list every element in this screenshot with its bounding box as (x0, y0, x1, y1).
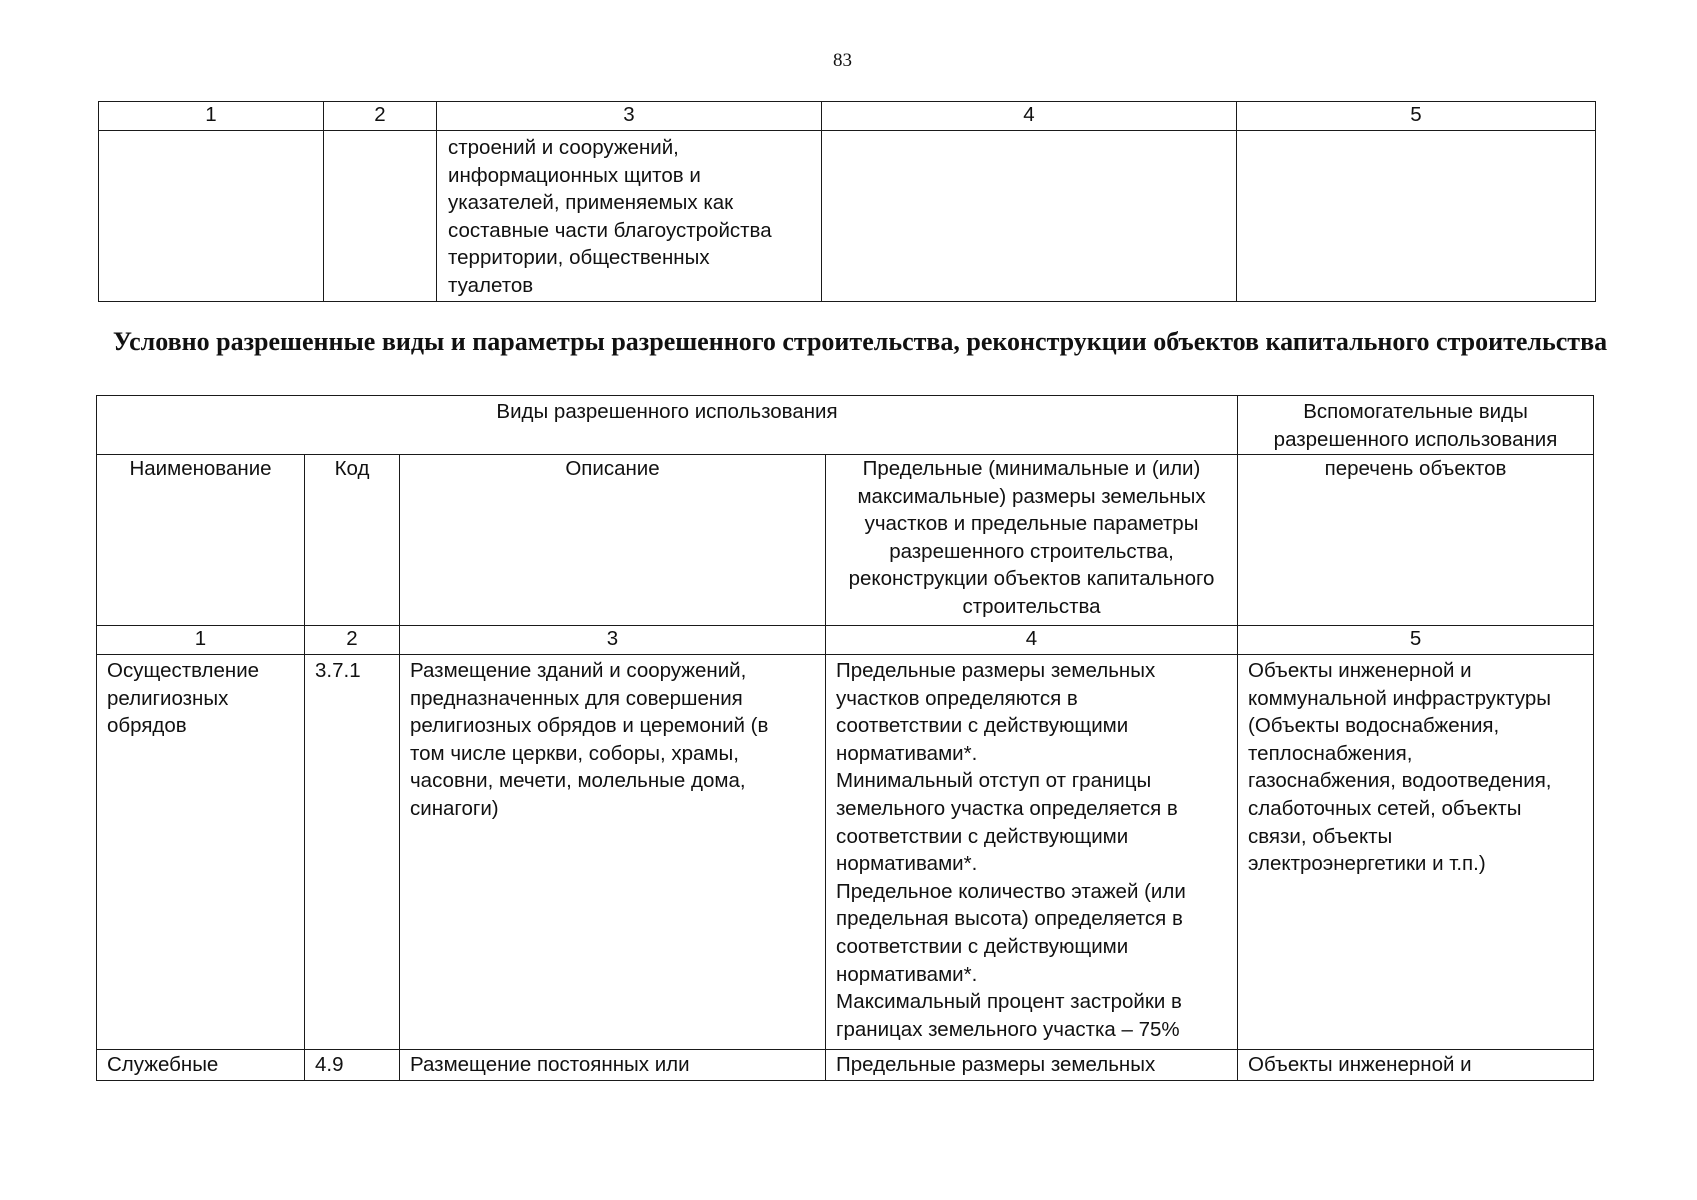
cell-description: Размещение постоянных или (400, 1050, 826, 1081)
cell-objects (1237, 131, 1596, 302)
cell-name (99, 131, 324, 302)
col-number: 3 (437, 102, 822, 131)
header-limits: Предельные (минимальные и (или) максимальные) размеры земельных участков и предельные параметры разрешенного строительства, реконструкции объектов капитального строительства (826, 455, 1238, 626)
cell-limits: Предельные размеры земельных участков определяются в соответствии с действующими нормативами*. Минимальный отступ от границы земельного участка определяется в соответствии с действующими нормативами*. Предельное количество этажей (или предельная высота) определяется в соответствии с действующими нормативами*. Максимальный процент застройки в границах земельного участка – 75% (826, 655, 1238, 1050)
page-number: 83 (833, 50, 852, 71)
cell-limits (822, 131, 1237, 302)
col-number: 4 (822, 102, 1237, 131)
column-number-row (99, 102, 1596, 131)
col-number: 2 (324, 102, 437, 131)
cell-description: Размещение зданий и сооружений, предназначенных для совершения религиозных обрядов и церемоний (в том числе церкви, соборы, храмы, часовни, мечети, молельные дома, синагоги) (400, 655, 826, 1050)
column-header-row (97, 455, 1594, 626)
header-code: Код (305, 455, 400, 626)
col-number: 1 (97, 626, 305, 655)
table-row (99, 131, 1596, 302)
table-row (97, 655, 1594, 1050)
header-name: Наименование (97, 455, 305, 626)
cell-code (324, 131, 437, 302)
col-number: 2 (305, 626, 400, 655)
col-number: 4 (826, 626, 1238, 655)
cell-code: 4.9 (305, 1050, 400, 1081)
header-aux-uses: Вспомогательные виды разрешенного использования (1238, 396, 1594, 455)
header-main-uses: Виды разрешенного использования (97, 396, 1238, 455)
cell-name: Осуществление религиозных обрядов (97, 655, 305, 1050)
cell-description: строений и сооружений, информационных щитов и указателей, применяемых как составные части благоустройства территории, общественных туалетов (437, 131, 822, 302)
continuation-table (98, 101, 1596, 302)
col-number: 3 (400, 626, 826, 655)
col-number: 1 (99, 102, 324, 131)
header-description: Описание (400, 455, 826, 626)
column-number-row (97, 626, 1594, 655)
cell-limits: Предельные размеры земельных (826, 1050, 1238, 1081)
col-number: 5 (1238, 626, 1594, 655)
section-title: Условно разрешенные виды и параметры разрешенного строительства, реконструкции объектов капитального строительства (112, 327, 1608, 356)
header-objects: перечень объектов (1238, 455, 1594, 626)
group-header-row (97, 396, 1594, 455)
cell-objects: Объекты инженерной и (1238, 1050, 1594, 1081)
cell-objects: Объекты инженерной и коммунальной инфраструктуры (Объекты водоснабжения, теплоснабжения, газоснабжения, водоотведения, слаботочных сетей, объекты связи, объекты электроэнергетики и т.п.) (1238, 655, 1594, 1050)
col-number: 5 (1237, 102, 1596, 131)
cell-code: 3.7.1 (305, 655, 400, 1050)
cell-name: Служебные (97, 1050, 305, 1081)
permitted-uses-table (96, 395, 1594, 1081)
table-row (97, 1050, 1594, 1081)
